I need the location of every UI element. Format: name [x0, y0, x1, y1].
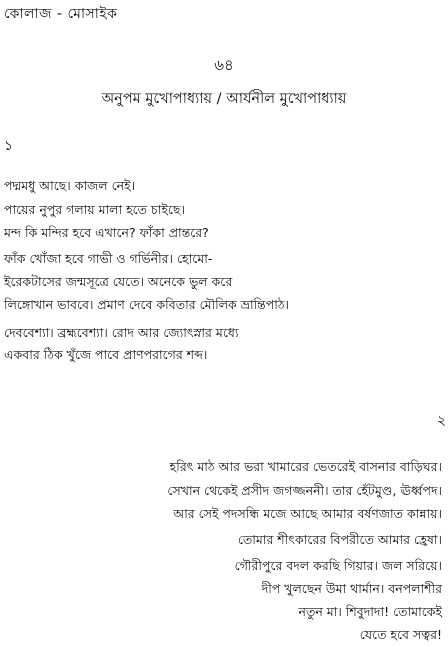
- poem-line: পায়ের নুপুর গলায় মালা হতে চাইছে।: [4, 202, 185, 217]
- section-number-2: ২: [436, 413, 446, 429]
- poem-line: দেববেশ্যা। ব্রহ্মবেশ্যা। রোদ আর জ্যোৎস্নার মধ্যে: [4, 325, 239, 340]
- poem-number: ৬৪: [214, 56, 234, 74]
- poem-line: গৌরীপুরে বদল করছি গিয়ার। জল সরিয়ে।: [234, 558, 442, 573]
- poem-line: পদ্মমধু আছে। কাজল নেই।: [4, 178, 136, 193]
- poem-authors: অনুপম মুখোপাধ্যায় / আর্যনীল মুখোপাধ্যায়: [101, 91, 347, 107]
- running-header: কোলাজ - মোসাইক: [4, 6, 118, 22]
- poem-line: যেতে হবে সত্বর!: [359, 627, 442, 642]
- poem-line: তোমার শীৎকারের বিপরীতে আমার হ্রেষা।: [237, 532, 442, 547]
- section-number-1: ১: [4, 138, 14, 154]
- poem-line: আর সেই পদসন্ধি মজে আছে আমার বর্ষণজাত কান্নায়।: [173, 506, 442, 521]
- poem-line: সেখান থেকেই প্রসীদ জগজ্জননী। তার হেঁটমুণ্ড, ঊর্ধ্বপদ।: [167, 483, 442, 498]
- poem-line: দীপ খুলছেন উমা থার্মান। বনপলাশীর: [261, 581, 442, 596]
- poem-line: হরিৎ মাঠ আর ভরা খামারের ভেতরেই বাসনার বাড়িঘর।: [169, 459, 442, 474]
- poem-line: ইরেকটাসের জন্মসূত্রে যেতে। অনেকে ভুল করে: [4, 274, 233, 289]
- poem-line: নতুন মা। শিবুদাদা! তোমাকেই: [298, 604, 442, 619]
- poem-line: একবার ঠিক খুঁজে পাবে প্রাণপরাগের শব্দ।: [4, 347, 208, 362]
- poem-line: ফাঁক খোঁজা হবে গাভী ও গর্ভিনীর। হোমো-: [4, 251, 213, 266]
- poem-line: মন্দ কি মন্দির হবে এখানে? ফাঁকা প্রান্তরে?: [4, 225, 209, 240]
- poem-line: লিঙ্গোখান ভাববে। প্রমাণ দেবে কবিতার মৌলিক ভ্রান্তিপাঠ।: [4, 297, 290, 312]
